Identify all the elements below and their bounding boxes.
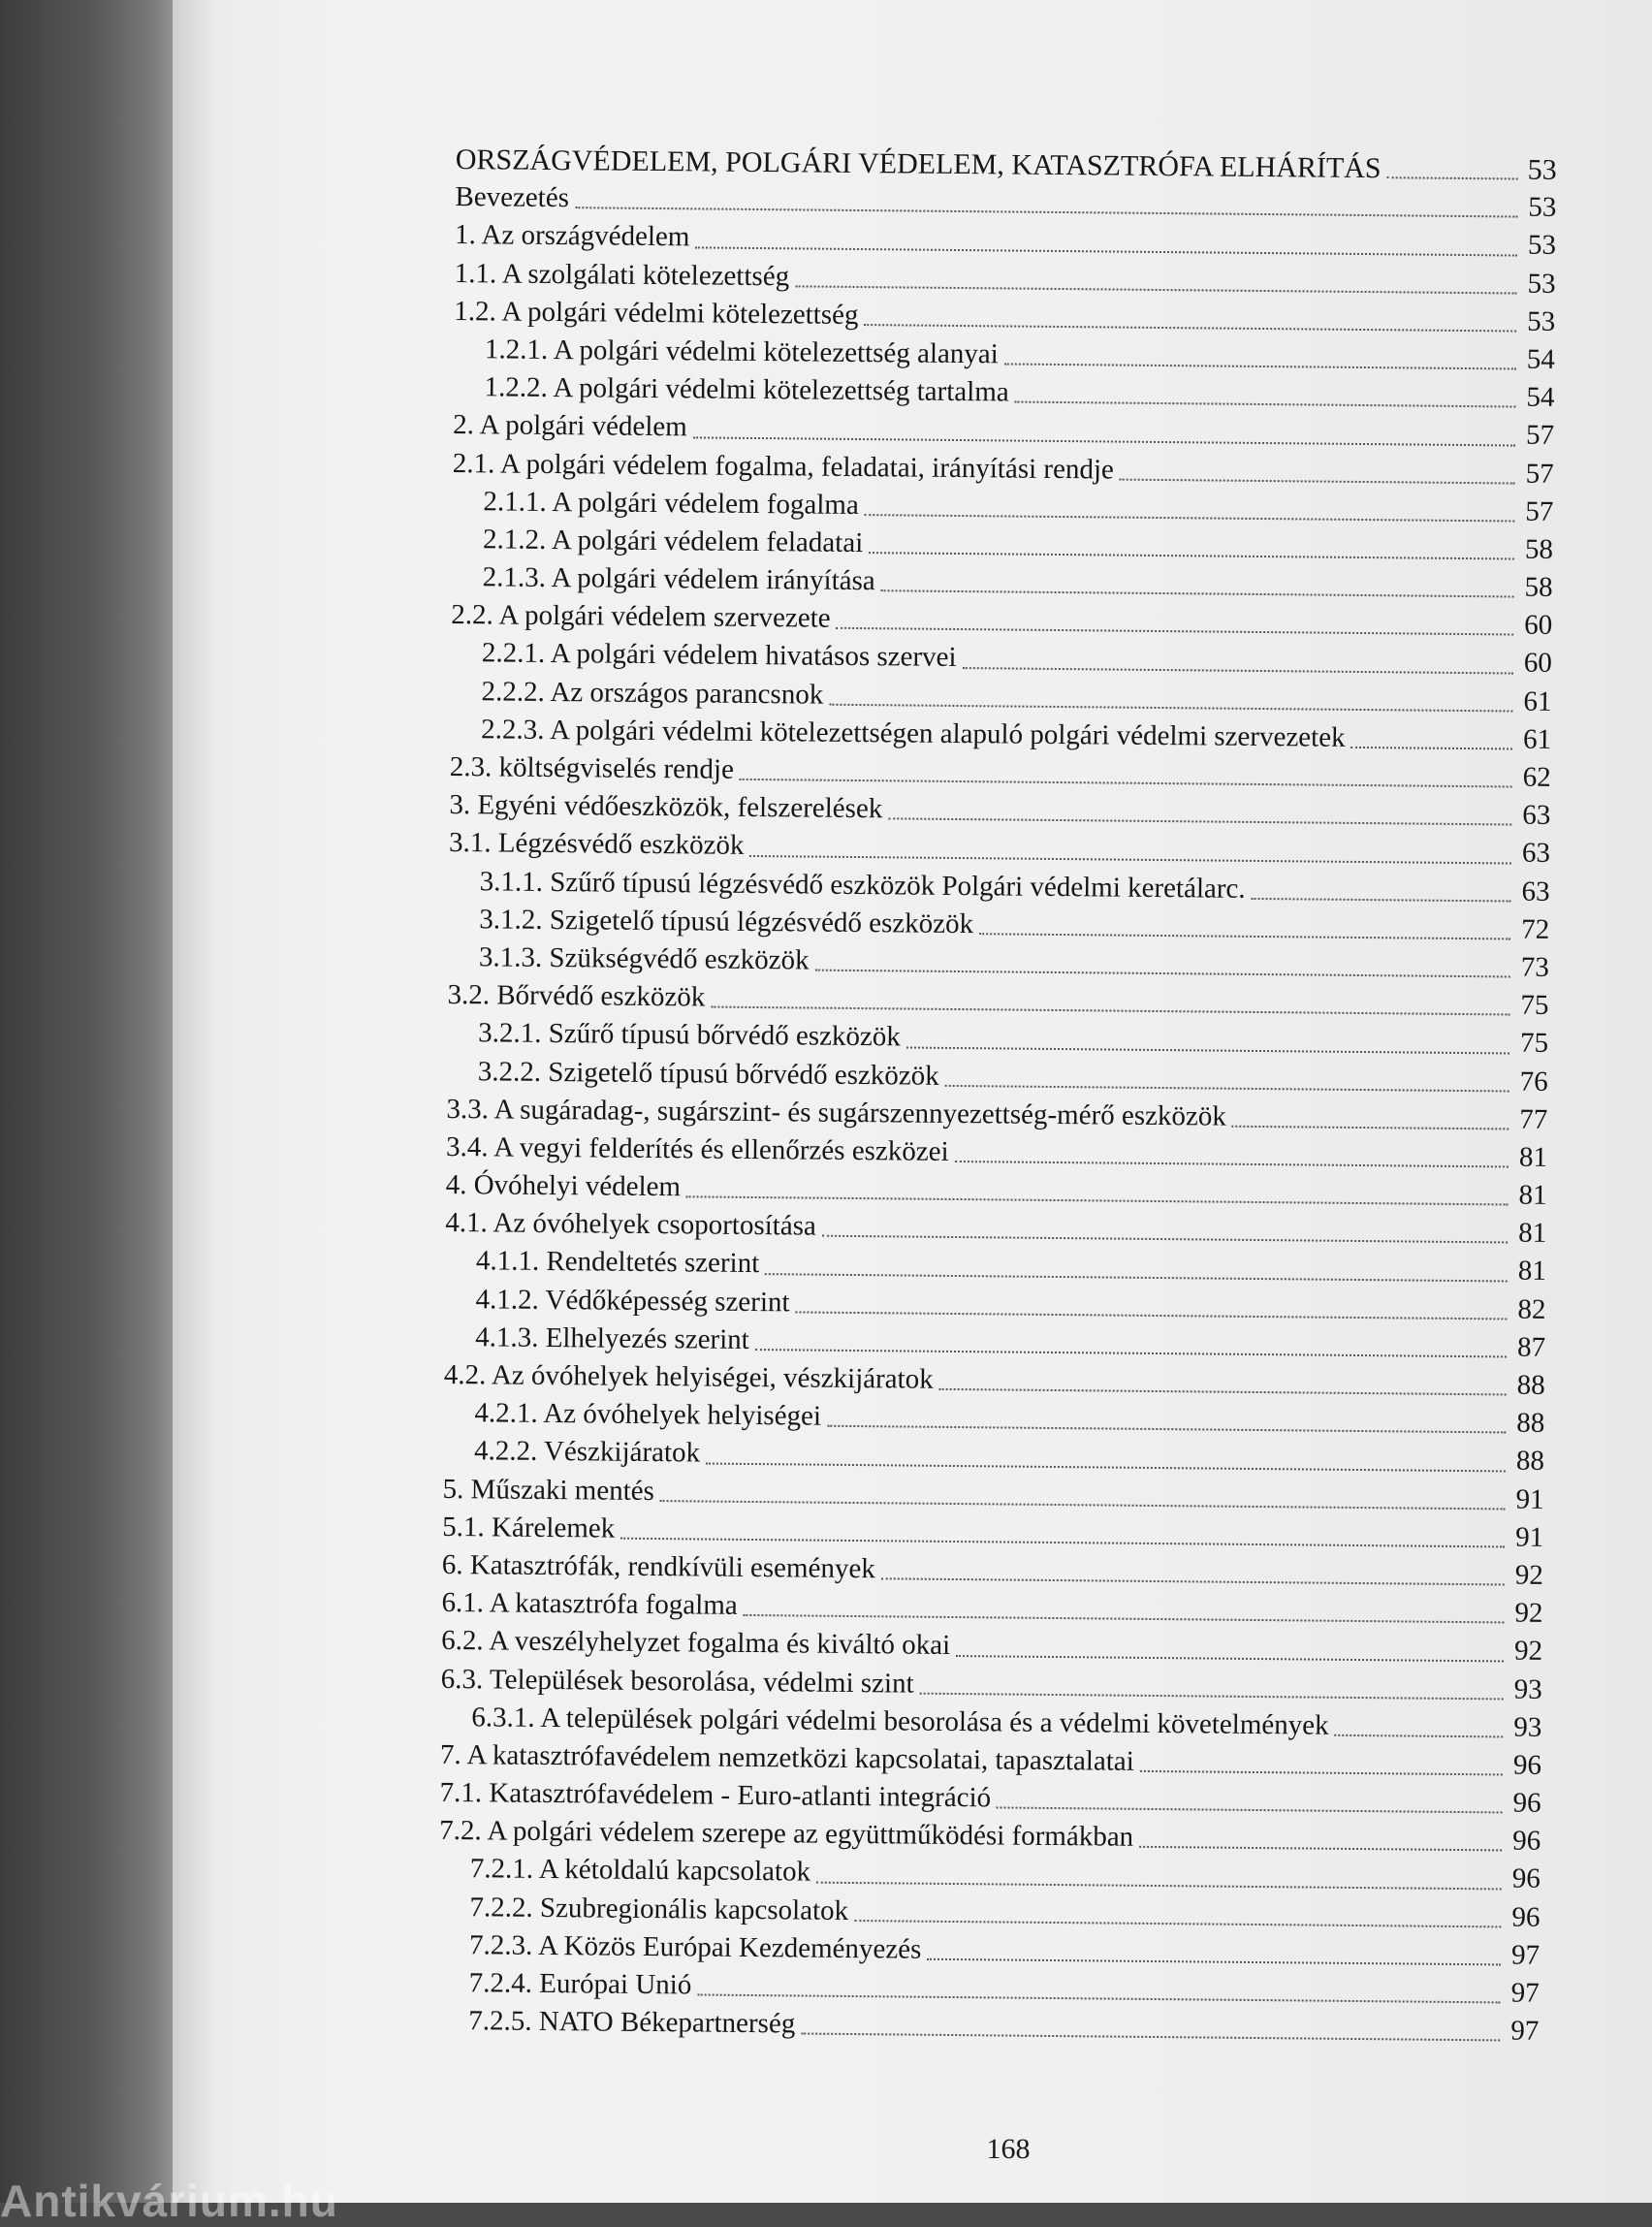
- toc-entry-page: 53: [1527, 305, 1556, 337]
- toc-entry-page: 97: [1510, 2015, 1540, 2048]
- toc-entry-page: 92: [1513, 1635, 1543, 1668]
- toc-entry-page: 63: [1522, 799, 1551, 832]
- toc-entry-page: 58: [1524, 533, 1554, 565]
- toc-entry-title: 2.1. A polgári védelem fogalma, feladatai, irányítási rendje: [452, 447, 1115, 486]
- toc-entry-page: 61: [1523, 685, 1552, 717]
- dot-leader: [660, 1500, 1506, 1510]
- dot-leader: [711, 1006, 1509, 1016]
- toc-entry-page: 53: [1527, 268, 1556, 300]
- dot-leader: [1139, 1846, 1502, 1852]
- toc-entry-title: 6. Katasztrófák, rendkívüli események: [441, 1548, 875, 1585]
- toc-entry-page: 62: [1522, 761, 1551, 793]
- toc-entry-page: 82: [1517, 1293, 1546, 1325]
- dot-leader: [881, 1577, 1505, 1585]
- dot-leader: [744, 1614, 1505, 1624]
- dot-leader: [956, 1655, 1504, 1662]
- toc-entry-title: 2. A polgári védelem: [453, 409, 687, 443]
- toc-entry-title: 3.1.1. Szűrő típusú légzésvédő eszközök Polgári védelmi keretálarc.: [479, 865, 1246, 905]
- toc-entry-page: 96: [1511, 1862, 1541, 1895]
- dot-leader: [755, 1349, 1507, 1357]
- toc-entry-title: 2.3. költségviselés rendje: [449, 750, 735, 785]
- toc-entry-title: Bevezetés: [455, 181, 570, 214]
- toc-entry-title: 6.2. A veszélyhelyzet fogalma és kiváltó okai: [440, 1625, 951, 1662]
- toc-entry-page: 88: [1516, 1369, 1545, 1401]
- toc-entry-title: 4.1.3. Elhelyezés szerint: [475, 1321, 749, 1355]
- toc-entry-title: 7.2.4. Európai Unió: [468, 1967, 692, 2001]
- toc-entry-page: 96: [1512, 1787, 1541, 1819]
- dot-leader: [822, 1235, 1508, 1244]
- toc-entry-page: 96: [1512, 1749, 1542, 1781]
- toc-entry-title: 7.2.1. A kétoldalú kapcsolatok: [469, 1853, 811, 1889]
- toc-entry-title: 2.2.1. A polgári védelem hivatásos szervei: [481, 637, 957, 674]
- toc-entry-page: 54: [1526, 381, 1555, 414]
- dot-leader: [795, 285, 1516, 294]
- dot-leader: [827, 1425, 1506, 1434]
- toc-entry-title: 7.1. Katasztrófavédelem - Euro-atlanti integráció: [439, 1776, 992, 1814]
- toc-entry-title: 2.2.2. Az országos parancsnok: [481, 675, 824, 711]
- toc-entry-page: 88: [1515, 1445, 1545, 1478]
- dot-leader: [906, 1046, 1509, 1054]
- toc-entry-title: 1.2. A polgári védelmi kötelezettség: [454, 295, 859, 331]
- toc-entry-page: 87: [1516, 1331, 1546, 1363]
- toc-entry-title: 6.3. Települések besorolása, védelmi szint: [440, 1663, 914, 1700]
- toc-entry-title: 3. Egyéni védőeszközök, felszerelések: [449, 789, 883, 825]
- dot-leader: [814, 970, 1509, 978]
- toc-entry-title: 7.2. A polgári védelem szerepe az együttműködési formákban: [439, 1815, 1134, 1854]
- dot-leader: [939, 1388, 1507, 1396]
- toc-entry-title: 3.4. A vegyi felderítés és ellenőrzés eszközei: [445, 1130, 949, 1167]
- toc-entry-page: 54: [1526, 343, 1556, 375]
- toc-entry-page: 81: [1517, 1256, 1547, 1288]
- toc-entry-page: 81: [1518, 1141, 1548, 1173]
- toc-entry-page: 63: [1521, 875, 1550, 907]
- dot-leader: [765, 1273, 1508, 1282]
- toc-entry-page: 81: [1518, 1217, 1547, 1250]
- toc-entry-title: 4. Óvóhelyi védelem: [445, 1169, 682, 1203]
- toc-entry-page: 81: [1518, 1179, 1547, 1211]
- toc-entry-page: 53: [1527, 153, 1557, 186]
- toc-entry-page: 61: [1522, 723, 1552, 755]
- dot-leader: [979, 933, 1510, 939]
- dot-leader: [695, 246, 1517, 256]
- dot-leader: [620, 1538, 1505, 1548]
- dot-leader: [686, 1196, 1509, 1206]
- watermark: Antikvárium.hu: [0, 2176, 338, 2226]
- toc-entry-page: 57: [1525, 419, 1555, 452]
- toc-entry-title: 2.1.3. A polgári védelem irányítása: [482, 561, 875, 597]
- dot-leader: [816, 1881, 1502, 1890]
- toc-entry-title: 7.2.3. A Közös Európai Kezdeményezés: [468, 1929, 922, 1965]
- toc-entry-page: 73: [1520, 951, 1550, 983]
- toc-entry-title: 5.1. Kárelemek: [442, 1511, 616, 1544]
- dot-leader: [1015, 401, 1516, 408]
- toc-entry-title: 4.1.1. Rendeltetés szerint: [475, 1245, 760, 1280]
- dot-leader: [1252, 898, 1511, 903]
- toc-entry-title: 2.2.3. A polgári védelmi kötelezettségen alapuló polgári védelmi szervezetek: [481, 714, 1346, 753]
- toc-entry-page: 91: [1515, 1483, 1544, 1515]
- dot-leader: [693, 436, 1515, 446]
- dot-leader: [854, 1920, 1501, 1927]
- toc-entry-page: 60: [1524, 609, 1553, 642]
- toc-entry-page: 97: [1510, 1977, 1540, 2009]
- toc-entry-page: 93: [1513, 1673, 1542, 1705]
- dot-leader: [837, 627, 1514, 636]
- toc-entry-page: 88: [1516, 1407, 1545, 1440]
- toc-entry-title: 1.1. A szolgálati kötelezettség: [454, 257, 790, 292]
- toc-entry-page: 97: [1510, 1939, 1541, 1971]
- toc-entry-title: 2.2. A polgári védelem szervezete: [451, 599, 831, 634]
- page-number: 168: [986, 2133, 1031, 2165]
- dot-leader: [749, 855, 1511, 865]
- dot-leader: [864, 324, 1516, 332]
- dot-leader: [829, 704, 1512, 713]
- dot-leader: [1386, 176, 1517, 179]
- toc-entry-title: 3.3. A sugáradag-, sugárszint- és sugárszennyezettség-mérő eszközök: [446, 1093, 1227, 1132]
- dot-leader: [945, 1085, 1509, 1093]
- toc-entry-title: 2.1.2. A polgári védelem feladatai: [482, 524, 864, 558]
- toc-entry-page: 53: [1528, 191, 1557, 224]
- toc-entry-title: 4.2.1. Az óvóhelyek helyiségei: [474, 1397, 822, 1432]
- dot-leader: [881, 589, 1514, 597]
- toc-entry-title: ORSZÁGVÉDELEM, POLGÁRI VÉDELEM, KATASZTRÓFA ELHÁRÍTÁS: [455, 143, 1382, 185]
- toc-entry-title: 3.2. Bőrvédő eszközök: [447, 979, 706, 1013]
- toc-entry-title: 4.2. Az óvóhelyek helyiségei, vészkijáratok: [443, 1358, 934, 1395]
- table-of-contents: [437, 141, 1557, 2051]
- dot-leader: [1120, 478, 1515, 484]
- dot-leader: [1232, 1126, 1509, 1130]
- dot-leader: [575, 207, 1517, 218]
- toc-entry-title: 7.2.2. Szubregionális kapcsolatok: [469, 1891, 849, 1926]
- dot-leader: [869, 552, 1514, 559]
- dot-leader: [1140, 1770, 1503, 1776]
- toc-entry-page: 75: [1520, 989, 1549, 1021]
- dot-leader: [706, 1462, 1506, 1472]
- toc-entry-page: 57: [1525, 458, 1554, 490]
- toc-entry-title: 4.2.2. Vészkijáratok: [473, 1435, 701, 1469]
- dot-leader: [1350, 747, 1512, 750]
- dot-leader: [1004, 364, 1516, 370]
- dot-leader: [740, 779, 1512, 788]
- toc-entry-title: 2.1.1. A polgári védelem fogalma: [483, 485, 859, 521]
- dot-leader: [997, 1807, 1503, 1814]
- toc-entry-title: 7. A katasztrófavédelem nemzetközi kapcsolatai, tapasztalatai: [439, 1738, 1134, 1777]
- toc-entry-title: 6.3.1. A települések polgári védelmi besorolása és a védelmi követelmények: [471, 1701, 1329, 1741]
- toc-entry-title: 1.2.1. A polgári védelmi kötelezettség alanyai: [484, 334, 999, 370]
- dot-leader: [697, 1994, 1500, 2004]
- toc-entry-page: 91: [1515, 1521, 1544, 1553]
- toc-entry-title: 6.1. A katasztrófa fogalma: [441, 1587, 738, 1621]
- dot-leader: [888, 818, 1511, 826]
- dot-leader: [865, 514, 1515, 522]
- dot-leader: [954, 1161, 1508, 1167]
- toc-entry-page: 75: [1519, 1027, 1549, 1060]
- toc-entry-title: 1. Az országvédelem: [454, 219, 690, 253]
- toc-entry-page: 76: [1519, 1066, 1548, 1098]
- toc-entry-title: 1.2.2. A polgári védelmi kötelezettség tartalma: [484, 371, 1009, 408]
- dot-leader: [927, 1958, 1501, 1966]
- toc-entry-page: 92: [1514, 1559, 1544, 1591]
- toc-entry-page: 53: [1527, 229, 1557, 262]
- toc-entry-title: 3.1.2. Szigetelő típusú légzésvédő eszközök: [479, 904, 974, 939]
- toc-entry-title: 3.1.3. Szükségvédő eszközök: [478, 941, 810, 976]
- toc-entry-page: 72: [1521, 913, 1550, 945]
- toc-entry-page: 60: [1523, 648, 1553, 680]
- toc-entry-title: 4.1.2. Védőképesség szerint: [475, 1283, 790, 1318]
- dot-leader: [920, 1692, 1504, 1700]
- dot-leader: [795, 1311, 1507, 1320]
- toc-entry-page: 63: [1521, 837, 1551, 870]
- dot-leader: [801, 2033, 1500, 2042]
- toc-entry-title: 3.2.1. Szűrő típusú bőrvédő eszközök: [478, 1017, 902, 1053]
- toc-entry-page: 93: [1513, 1711, 1542, 1743]
- toc-entry-title: 3.1. Légzésvédő eszközök: [448, 827, 745, 862]
- toc-entry-page: 77: [1519, 1103, 1548, 1135]
- toc-entry-title: 3.2.2. Szigetelő típusú bőrvédő eszközök: [477, 1055, 939, 1092]
- toc-entry-page: 58: [1524, 571, 1553, 603]
- toc-entry-page: 96: [1512, 1825, 1541, 1858]
- toc-entry-page: 96: [1511, 1901, 1541, 1933]
- toc-entry-title: 7.2.5. NATO Békepartnerség: [468, 2005, 796, 2040]
- toc-entry-title: 4.1. Az óvóhelyek csoportosítása: [445, 1207, 816, 1242]
- dot-leader: [1334, 1734, 1503, 1738]
- toc-entry-title: 5. Műszaki mentés: [442, 1473, 655, 1507]
- book-spine-shadow: [0, 0, 179, 2203]
- toc-entry-page: 92: [1514, 1597, 1543, 1629]
- toc-entry-page: 57: [1525, 495, 1554, 527]
- dot-leader: [962, 667, 1512, 674]
